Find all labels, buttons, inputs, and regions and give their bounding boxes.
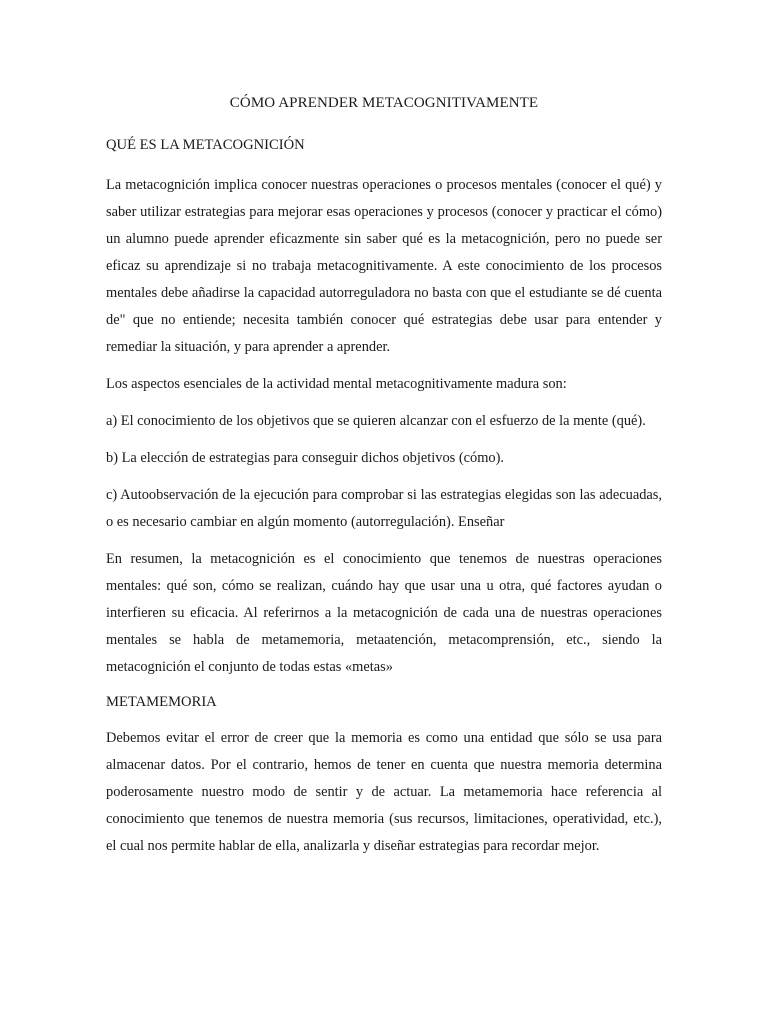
list-item-c: c) Autoobservación de la ejecución para comprobar si las estrategias elegidas son las adecuadas, o es necesario cambiar en algún momento (autorregulación). Enseñar [106,487,662,530]
document-page [106,92,662,870]
section-heading-metamemoria: METAMEMORIA [106,694,217,710]
paragraph-summary: En resumen, la metacognición es el conocimiento que tenemos de nuestras operaciones mentales: qué son, cómo se realizan, cuándo hay que usar una u otra, qué factores ayudan o interfieren su eficacia. Al referirnos a la metacognición de cada una de nuestras operaciones mentales se habla de metamemoria, metaatención, metacomprensión, etc., siendo la metacognición el conjunto de todas estas «metas» [106,551,662,675]
list-item-b: b) La elección de estrategias para conseguir dichos objetivos (cómo). [106,450,504,466]
list-item-a: a) El conocimiento de los objetivos que se quieren alcanzar con el esfuerzo de la mente (qué). [106,413,646,429]
document-title: CÓMO APRENDER METACOGNITIVAMENTE [229,95,539,111]
section-heading-metacognicion: QUÉ ES LA METACOGNICIÓN [106,137,305,153]
paragraph-intro: La metacognición implica conocer nuestras operaciones o procesos mentales (conocer el qué) y saber utilizar estrategias para mejorar esas operaciones y procesos (conocer y practicar el cómo) un alumno puede aprender eficazmente sin saber qué es la metacognición, pero no puede ser eficaz su aprendizaje si no trabaja metacognitivamente. A este conocimiento de los procesos mentales debe añadirse la capacidad autorreguladora no basta con que el estudiante se dé cuenta de" que no entiende; necesita también conocer qué estrategias debe usar para entender y remediar la situación, y para aprender a aprender. [106,177,662,355]
paragraph-metamemoria: Debemos evitar el error de creer que la memoria es como una entidad que sólo se usa para almacenar datos. Por el contrario, hemos de tener en cuenta que nuestra memoria determina poderosamente nuestro modo de sentir y de actuar. La metamemoria hace referencia al conocimiento que tenemos de nuestra memoria (sus recursos, limitaciones, operatividad, etc.), el cual nos permite hablar de ella, analizarla y diseñar estrategias para recordar mejor. [106,730,662,854]
paragraph-aspects: Los aspectos esenciales de la actividad mental metacognitivamente madura son: [106,376,567,392]
